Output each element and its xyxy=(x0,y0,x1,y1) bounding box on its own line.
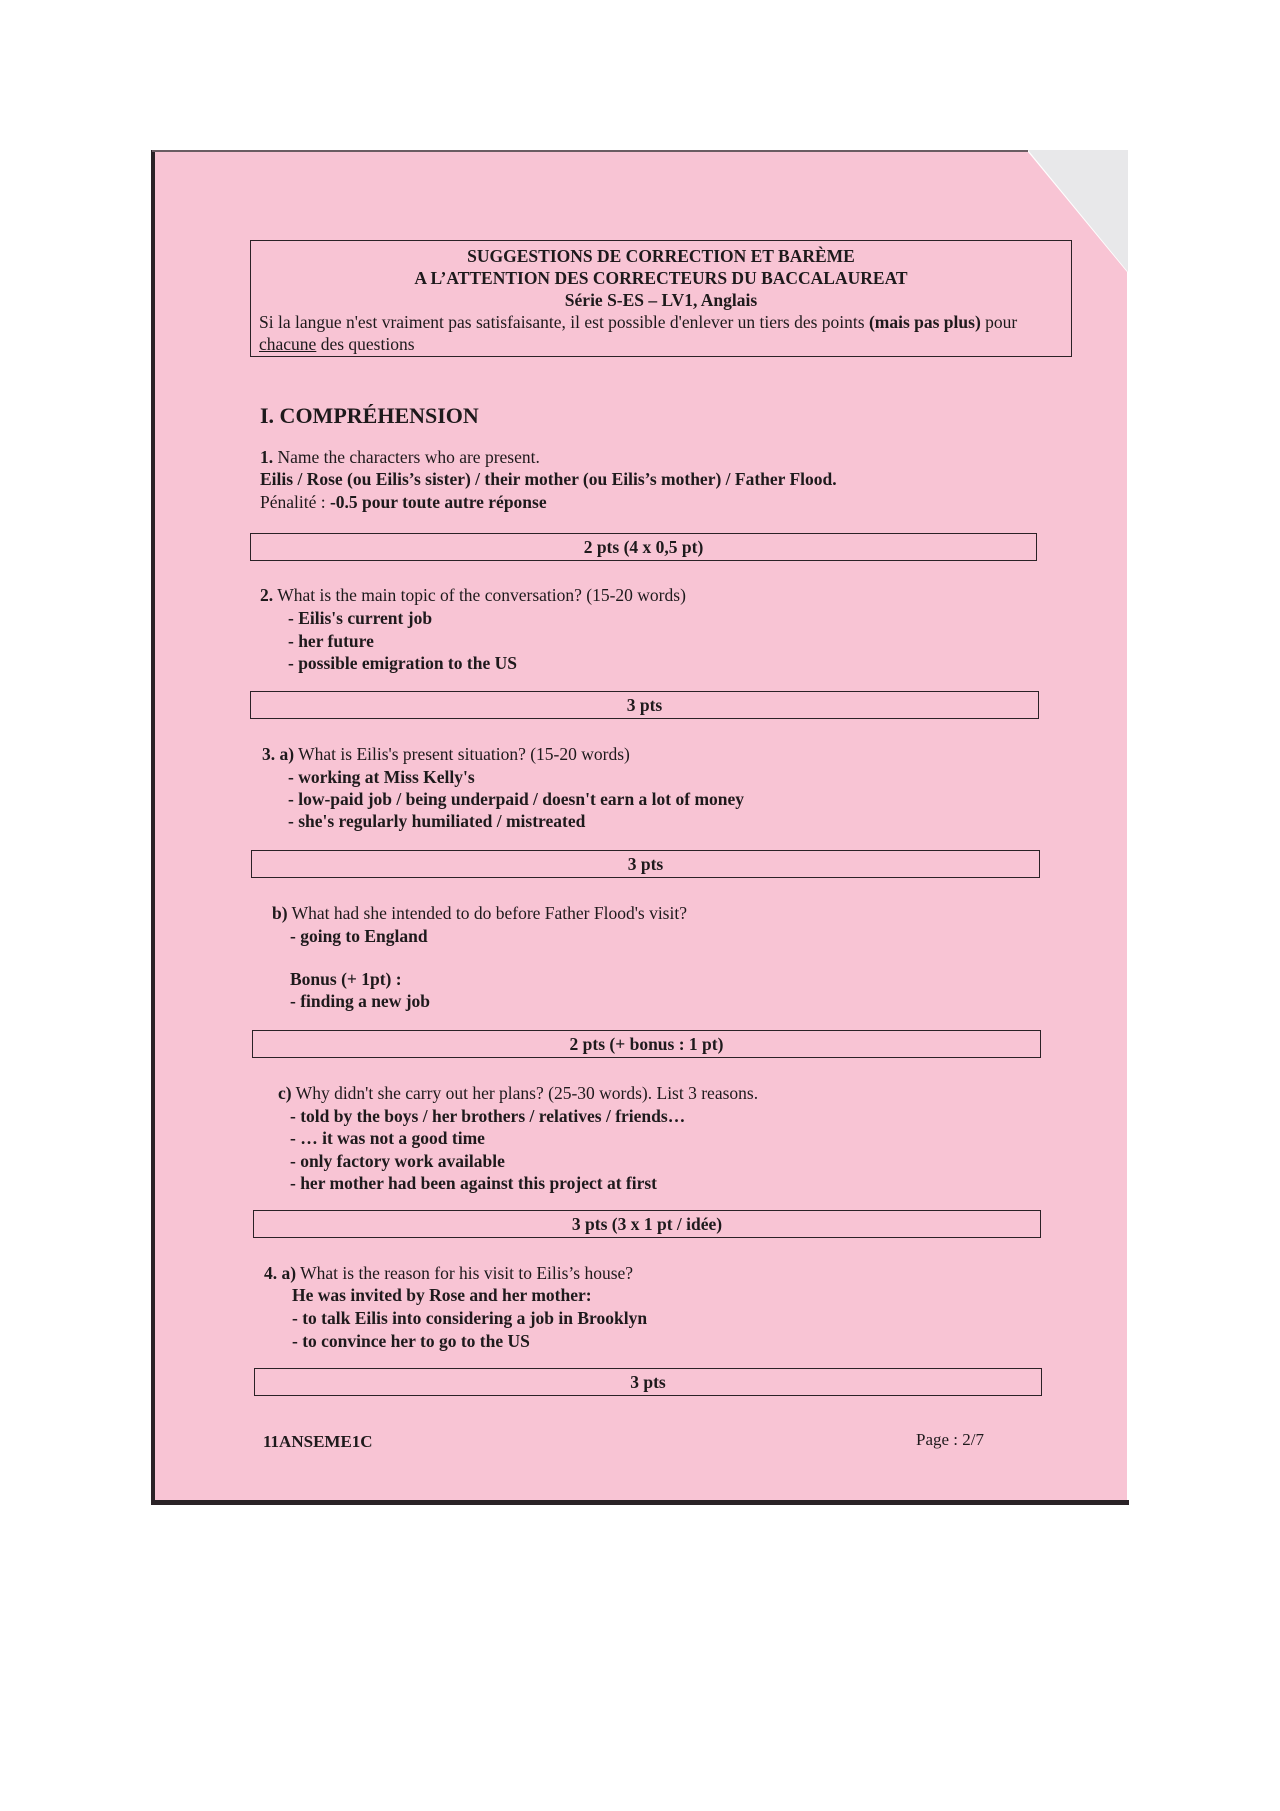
q3c-question xyxy=(278,1082,758,1104)
q2-num: 2. xyxy=(260,585,274,605)
header-note-d: chacune xyxy=(259,334,317,354)
header-note-a: Si la langue n'est vraiment pas satisfaisante, il est possible d'enlever un tiers des points xyxy=(259,312,865,332)
q1-num: 1. xyxy=(260,447,274,467)
scan-edge-top xyxy=(152,150,1028,152)
header-title-3: Série S-ES – LV1, Anglais xyxy=(564,290,758,310)
q4a-question-text: What is the reason for his visit to Eilis’s house? xyxy=(300,1263,634,1283)
header-title-2: A L’ATTENTION DES CORRECTEURS DU BACCALAUREAT xyxy=(414,268,908,288)
q3c-answer-1: - told by the boys / her brothers / relatives / friends… xyxy=(290,1106,686,1126)
section-title: I. COMPRÉHENSION xyxy=(260,403,479,428)
header-box xyxy=(250,240,1072,357)
q4a-num: 4. a) xyxy=(264,1263,297,1283)
q2-answer-2: - her future xyxy=(288,631,374,651)
header-note-b: (mais pas plus) xyxy=(868,312,981,332)
header-note-c: pour xyxy=(985,312,1018,332)
q4a-answer-2: - to convince her to go to the US xyxy=(292,1331,530,1351)
q2-question xyxy=(260,584,686,606)
footer-code: 11ANSEME1C xyxy=(263,1432,373,1451)
q3b-num: b) xyxy=(272,903,288,923)
q2-question-text: What is the main topic of the conversation? (15-20 words) xyxy=(277,585,686,605)
q2-answer-1: - Eilis's current job xyxy=(288,608,433,628)
q1-question xyxy=(260,446,540,468)
q3b-answer: - going to England xyxy=(290,926,428,946)
q3a-question-text: What is Eilis's present situation? (15-20 words) xyxy=(298,744,630,764)
q4a-score-box: 3 pts xyxy=(254,1368,1042,1396)
q4a-intro: He was invited by Rose and her mother: xyxy=(292,1285,592,1305)
q1-score-box: 2 pts (4 x 0,5 pt) xyxy=(250,533,1037,561)
header-note-e: des questions xyxy=(320,334,415,354)
scan-edge-bottom xyxy=(151,1500,1129,1505)
scan-edge-left xyxy=(151,150,155,1505)
q1-question-text: Name the characters who are present. xyxy=(277,447,540,467)
q3c-answer-2: - … it was not a good time xyxy=(290,1128,485,1148)
q1-penalty-label: Pénalité : xyxy=(260,492,326,512)
q4a-answer-1: - to talk Eilis into considering a job in Brooklyn xyxy=(292,1308,648,1328)
q3c-answer-3: - only factory work available xyxy=(290,1151,505,1171)
header-title-1: SUGGESTIONS DE CORRECTION ET BARÈME xyxy=(467,246,855,266)
header-note xyxy=(251,311,1071,355)
q2-score-box: 3 pts xyxy=(250,691,1039,719)
q2-answer-3: - possible emigration to the US xyxy=(288,653,517,673)
q3a-score-box: 3 pts xyxy=(251,850,1040,878)
q3a-num: 3. a) xyxy=(262,744,295,764)
q3b-bonus-label: Bonus (+ 1pt) : xyxy=(290,969,402,989)
q3a-answer-2: - low-paid job / being underpaid / doesn't earn a lot of money xyxy=(288,789,745,809)
q3c-score-box: 3 pts (3 x 1 pt / idée) xyxy=(253,1210,1041,1238)
q3c-answer-4: - her mother had been against this project at first xyxy=(290,1173,657,1193)
q3c-question-text: Why didn't she carry out her plans? (25-30 words). List 3 reasons. xyxy=(295,1083,759,1103)
q3a-answer-1: - working at Miss Kelly's xyxy=(288,767,475,787)
q3b-question xyxy=(272,902,687,924)
q1-answer: Eilis / Rose (ou Eilis’s sister) / their mother (ou Eilis’s mother) / Father Flood. xyxy=(260,469,837,489)
q4a-question xyxy=(264,1262,633,1284)
q3b-bonus-answer: - finding a new job xyxy=(290,991,431,1011)
q3b-score-box: 2 pts (+ bonus : 1 pt) xyxy=(252,1030,1041,1058)
q3c-num: c) xyxy=(278,1083,292,1103)
footer-page: Page : 2/7 xyxy=(916,1430,984,1449)
q3a-answer-3: - she's regularly humiliated / mistreated xyxy=(288,811,586,831)
q1-penalty-text: -0.5 pour toute autre réponse xyxy=(329,492,547,512)
q3a-question xyxy=(262,743,630,765)
q1-penalty xyxy=(260,491,547,513)
q3b-question-text: What had she intended to do before Father Flood's visit? xyxy=(291,903,687,923)
